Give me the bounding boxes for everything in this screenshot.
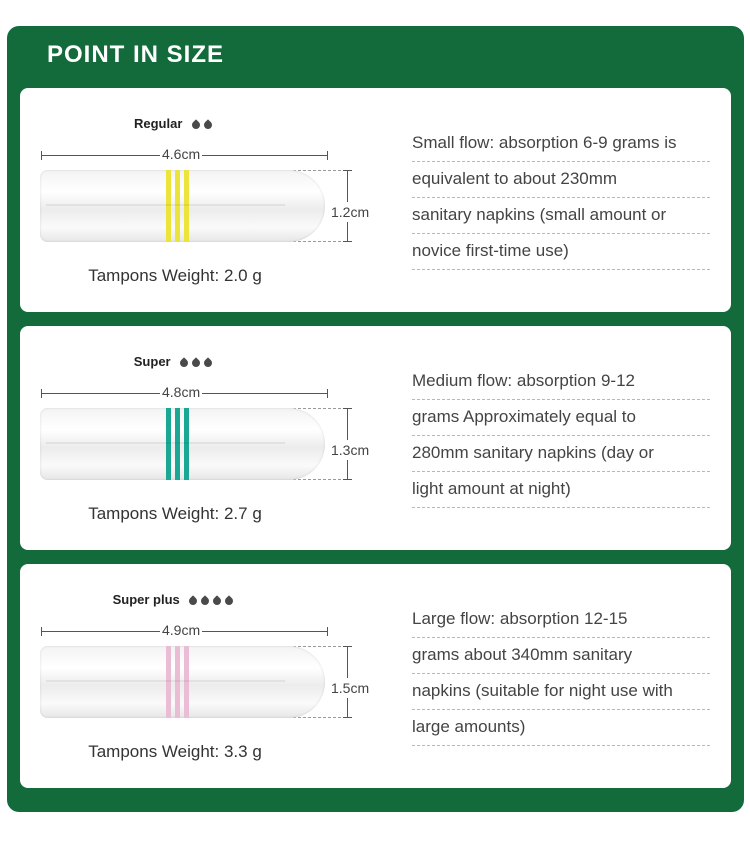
product-name: Regular (133, 116, 183, 131)
length-tick (327, 389, 328, 398)
length-label: 4.6cm (162, 146, 201, 162)
tampon-image (40, 408, 325, 480)
length-tick (41, 627, 42, 636)
drop-icon (212, 595, 223, 606)
product-name-row (20, 116, 330, 132)
product-name: Super plus (112, 592, 180, 607)
description-line: Large flow: absorption 12-15 (412, 602, 710, 638)
absorbency-drops (180, 355, 216, 370)
description-line: light amount at night) (412, 472, 710, 508)
length-tick (327, 151, 328, 160)
description-line: large amounts) (412, 710, 710, 746)
diameter-label: 1.2cm (331, 204, 370, 220)
product-name-row (20, 354, 330, 370)
description-line: Small flow: absorption 6-9 grams is (412, 126, 710, 162)
length-tick (327, 627, 328, 636)
diameter-tick (343, 408, 352, 409)
absorbency-drops (189, 593, 237, 608)
absorbency-drops (192, 117, 216, 132)
diameter-tick (343, 241, 352, 242)
diameter-tick (343, 646, 352, 647)
description-line: novice first-time use) (412, 234, 710, 270)
product-card-regular (20, 88, 731, 312)
drop-icon (179, 357, 190, 368)
description-line: napkins (suitable for night use with (412, 674, 710, 710)
flow-description (412, 126, 710, 270)
drop-icon (188, 595, 199, 606)
tampon-stripes (166, 646, 190, 718)
length-label: 4.8cm (162, 384, 201, 400)
drop-icon (203, 357, 214, 368)
flow-description (412, 364, 710, 508)
length-tick (41, 151, 42, 160)
description-line: grams about 340mm sanitary (412, 638, 710, 674)
flow-description (412, 602, 710, 746)
diameter-label: 1.3cm (331, 442, 370, 458)
tampon-image (40, 646, 325, 718)
diameter-label: 1.5cm (331, 680, 370, 696)
tampon-stripes (166, 408, 190, 480)
tampon-image (40, 170, 325, 242)
diameter-tick (343, 717, 352, 718)
product-card-super-plus (20, 564, 731, 788)
drop-icon (224, 595, 235, 606)
product-card-super (20, 326, 731, 550)
diameter-tick (343, 170, 352, 171)
tampon-weight: Tampons Weight: 3.3 g (88, 742, 262, 761)
description-line: grams Approximately equal to (412, 400, 710, 436)
tampon-weight: Tampons Weight: 2.0 g (88, 266, 262, 285)
drop-icon (202, 119, 213, 130)
description-line: sanitary napkins (small amount or (412, 198, 710, 234)
description-line: equivalent to about 230mm (412, 162, 710, 198)
drop-icon (200, 595, 211, 606)
description-line: 280mm sanitary napkins (day or (412, 436, 710, 472)
drop-icon (190, 119, 201, 130)
product-name: Super (133, 354, 171, 369)
drop-icon (191, 357, 202, 368)
tampon-stripes (166, 170, 190, 242)
length-label: 4.9cm (162, 622, 201, 638)
description-line: Medium flow: absorption 9-12 (412, 364, 710, 400)
tampon-weight: Tampons Weight: 2.7 g (88, 504, 262, 523)
product-name-row (20, 592, 330, 608)
page-title: POINT IN SIZE (47, 41, 225, 68)
length-tick (41, 389, 42, 398)
diameter-tick (343, 479, 352, 480)
